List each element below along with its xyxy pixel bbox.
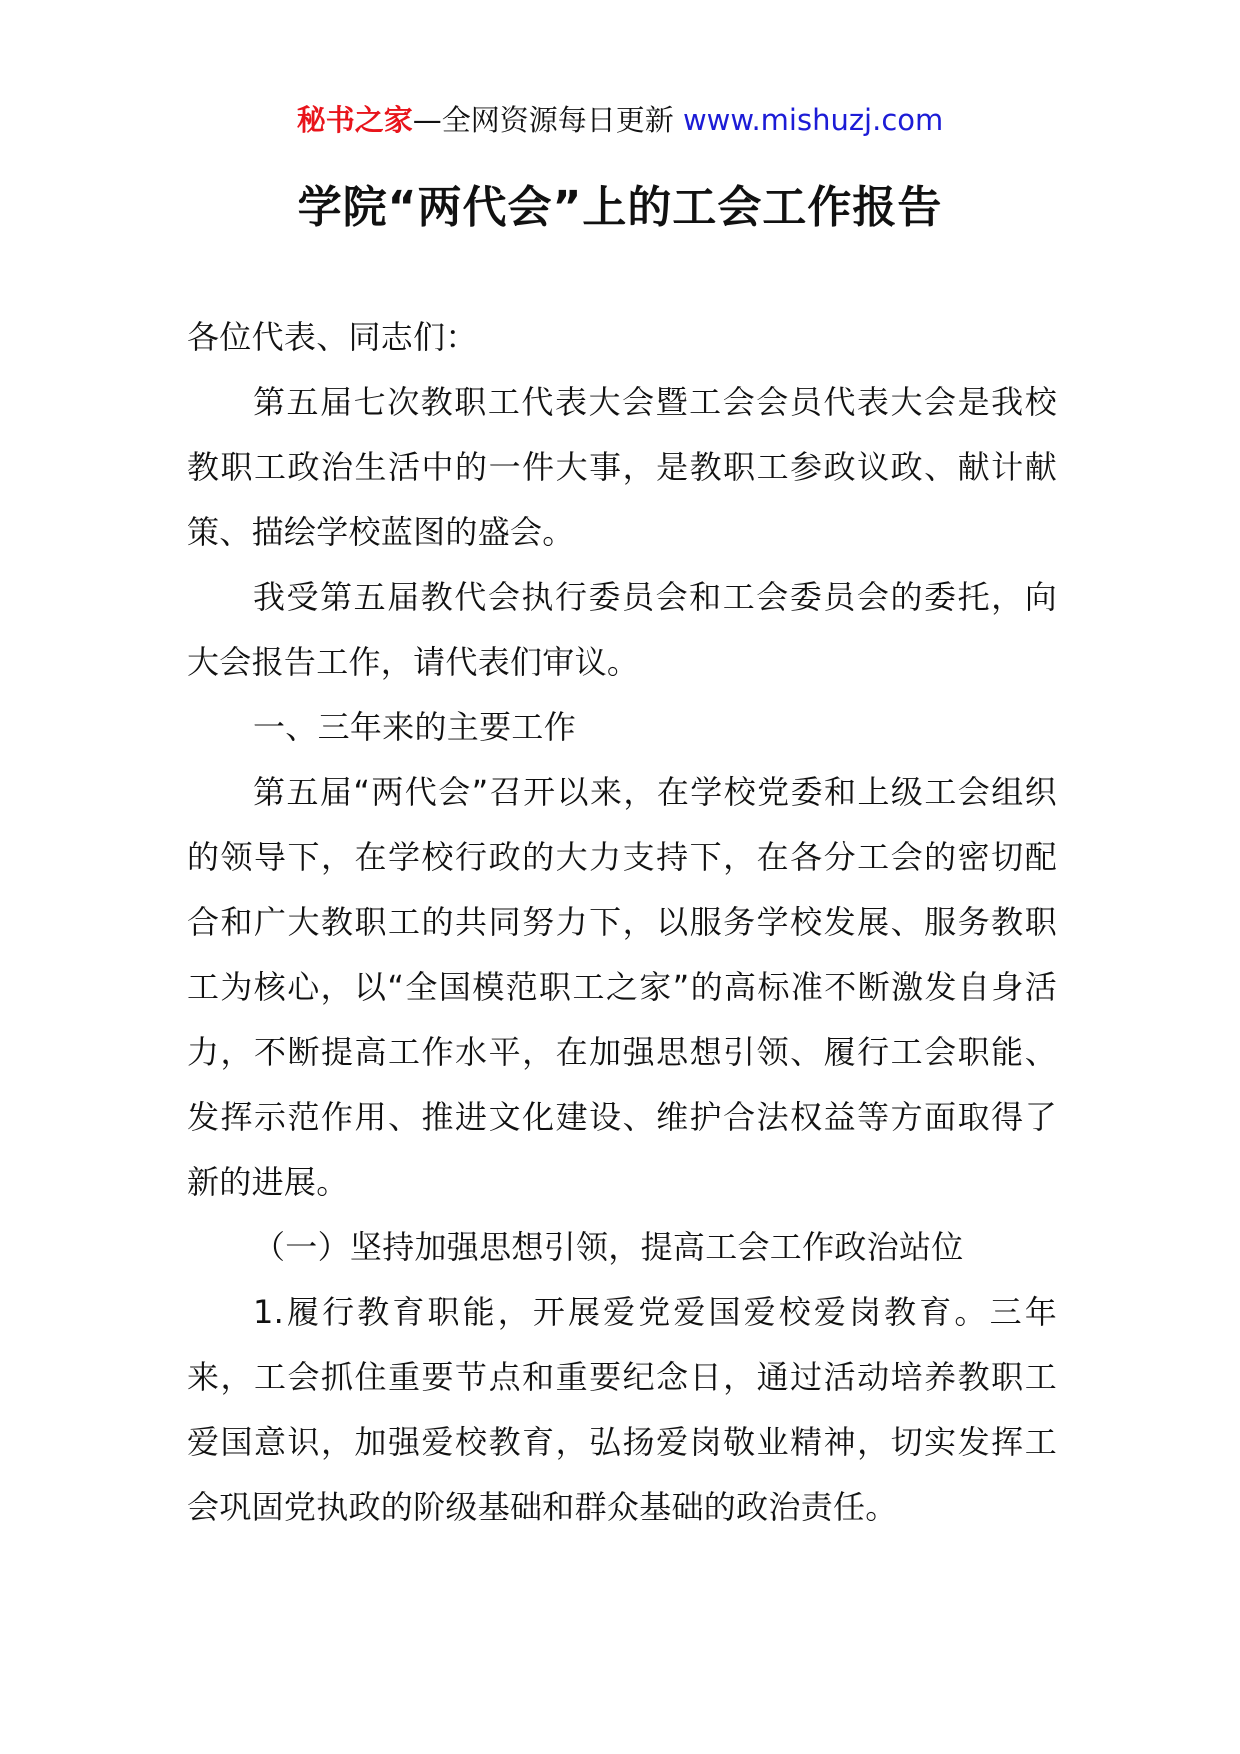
document-body <box>187 305 1057 1540</box>
site-url-link[interactable]: www.mishuzj.com <box>682 103 944 137</box>
header-tagline: —全网资源每日更新 <box>412 103 683 137</box>
site-header <box>0 100 1240 140</box>
paragraph-intro: 第五届七次教职工代表大会暨工会会员代表大会是我校教职工政治生活中的一件大事，是教职工参政议政、献计献策、描绘学校蓝图的盛会。 <box>187 383 1057 551</box>
paragraph-item-1: 1.履行教育职能，开展爱党爱国爱校爱岗教育。三年来，工会抓住重要节点和重要纪念日，通过活动培养教职工爱国意识，加强爱校教育，弘扬爱岗敬业精神，切实发挥工会巩固党执政的阶级基础和群众基础的政治责任。 <box>187 1293 1057 1526</box>
paragraph-commission: 我受第五届教代会执行委员会和工会委员会的委托，向大会报告工作，请代表们审议。 <box>187 578 1057 681</box>
salutation: 各位代表、同志们： <box>187 318 478 356</box>
paragraph-overview: 第五届“两代会”召开以来，在学校党委和上级工会组织的领导下，在学校行政的大力支持下，在各分工会的密切配合和广大教职工的共同努力下，以服务学校发展、服务教职工为核心，以“全国模范职工之家”的高标准不断激发自身活力，不断提高工作水平，在加强思想引领、履行工会职能、发挥示范作用、推进文化建设、维护合法权益等方面取得了新的进展。 <box>187 773 1057 1201</box>
subsection-heading-1: （一）坚持加强思想引领，提高工会工作政治站位 <box>253 1228 964 1266</box>
brand-name: 秘书之家 <box>296 103 413 137</box>
document-title: 学院“两代会”上的工会工作报告 <box>297 182 943 233</box>
section-heading-1: 一、三年来的主要工作 <box>253 708 577 746</box>
